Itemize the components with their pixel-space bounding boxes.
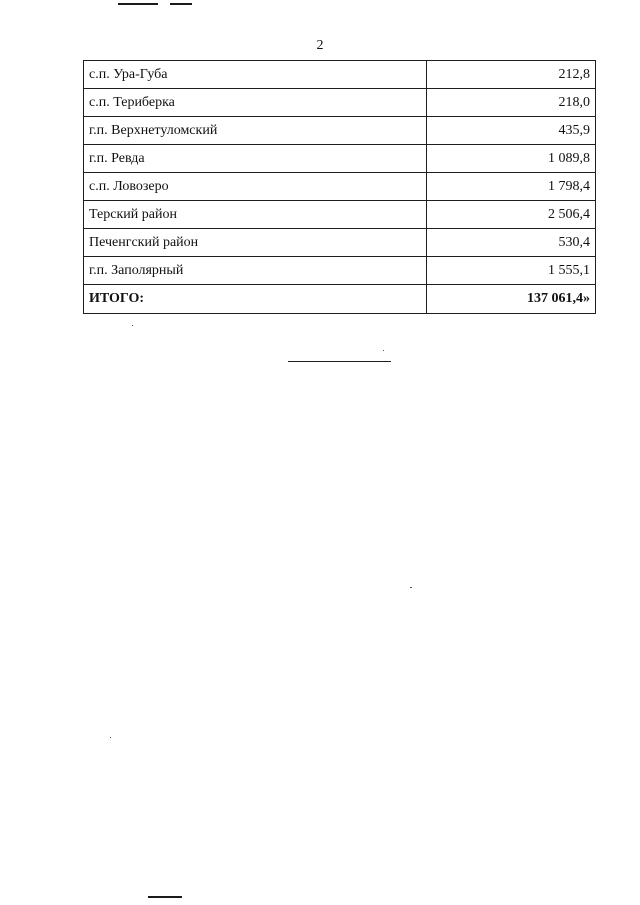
total-row <box>84 285 596 314</box>
table-row <box>84 145 596 173</box>
row-name: г.п. Заполярный <box>84 257 427 285</box>
table-row <box>84 173 596 201</box>
scan-speck <box>383 350 384 351</box>
end-of-document-rule <box>288 361 391 362</box>
row-value: 1 798,4 <box>427 173 596 201</box>
row-name: Печенгский район <box>84 229 427 257</box>
scan-speck <box>132 325 133 326</box>
row-value: 218,0 <box>427 89 596 117</box>
scan-mark-top-left <box>118 3 158 5</box>
table-row <box>84 117 596 145</box>
row-value: 435,9 <box>427 117 596 145</box>
scan-speck <box>410 587 412 588</box>
row-value: 2 506,4 <box>427 201 596 229</box>
row-value: 212,8 <box>427 61 596 89</box>
table-row <box>84 201 596 229</box>
table-row <box>84 89 596 117</box>
scan-speck <box>110 737 111 738</box>
row-value: 1 089,8 <box>427 145 596 173</box>
table-row <box>84 229 596 257</box>
total-value: 137 061,4» <box>427 285 596 314</box>
scan-mark-bottom <box>148 896 182 898</box>
row-name: г.п. Ревда <box>84 145 427 173</box>
row-value: 1 555,1 <box>427 257 596 285</box>
row-name: с.п. Териберка <box>84 89 427 117</box>
budget-table <box>83 60 596 314</box>
page-number: 2 <box>316 38 324 53</box>
row-name: с.п. Ловозеро <box>84 173 427 201</box>
row-name: г.п. Верхнетуломский <box>84 117 427 145</box>
row-name: с.п. Ура-Губа <box>84 61 427 89</box>
row-name: Терский район <box>84 201 427 229</box>
row-value: 530,4 <box>427 229 596 257</box>
scan-mark-top-right <box>170 3 192 5</box>
table-row <box>84 257 596 285</box>
total-label: ИТОГО: <box>84 285 427 314</box>
table-row <box>84 61 596 89</box>
